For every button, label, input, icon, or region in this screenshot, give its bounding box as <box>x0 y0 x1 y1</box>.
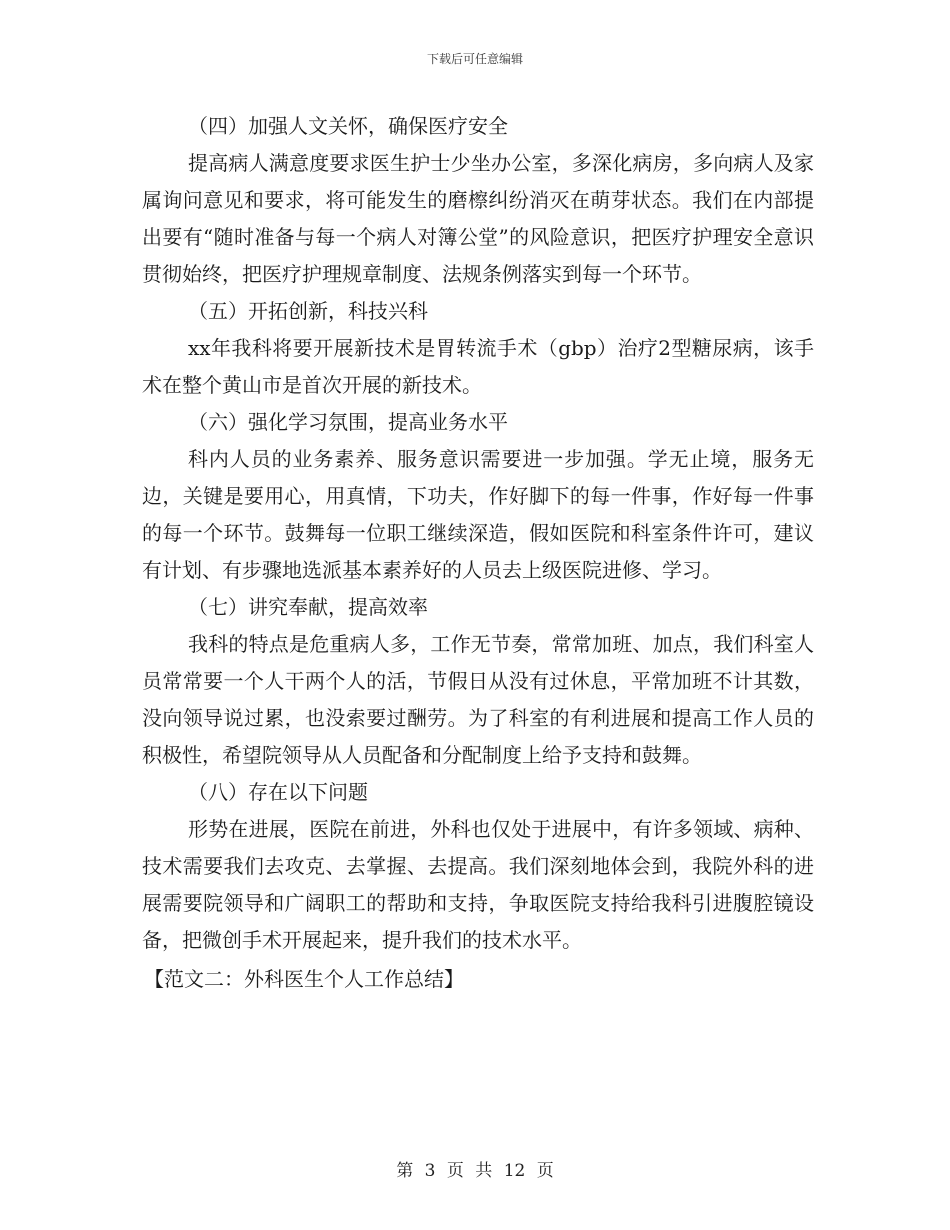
section-heading-8: （八）存在以下问题 <box>188 780 368 804</box>
page-header: 下载后可任意编辑 <box>426 52 523 66</box>
section-body-8: 形势在进展，医院在前进，外科也仅处于进展中，有许多领域、病种、技术需要我们去攻克、去掌握、去提高。我们深刻地体会到，我院外科的进展需要院领导和广阔职工的帮助和支持，争取医院支持给我科引进腹腔镜设备，把微创手术开展起来，提升我们的技术水平。 <box>142 817 814 952</box>
section-body-7: 我科的特点是危重病人多，工作无节奏，常常加班、加点，我们科室人员常常要一个人干两个人的活，节假日从没有过休息，平常加班不计其数，没向领导说过累，也没索要过酬劳。为了科室的有利进展和提高工作人员的积极性，希望院领导从人员配备和分配制度上给予支持和鼓舞。 <box>142 632 814 767</box>
section-heading-5: （五）开拓创新，科技兴科 <box>188 299 428 323</box>
section-body-4: 提高病人满意度要求医生护士少坐办公室，多深化病房，多向病人及家属询问意见和要求，将可能发生的磨檫纠纷消灭在萌芽状态。我们在内部提出要有“随时准备与每一个病人对簿公堂”的风险意识，把医疗护理安全意识贯彻始终，把医疗护理规章制度、法规条例落实到每一个环节。 <box>142 151 814 286</box>
closing-section-title: 【范文二：外科医生个人工作总结】 <box>144 967 464 991</box>
page-footer: 第 3 页 共 12 页 <box>396 1161 554 1181</box>
section-body-6: 科内人员的业务素养、服务意识需要进一步加强。学无止境，服务无边，关键是要用心，用真情，下功夫，作好脚下的每一件事，作好每一件事的每一个环节。鼓舞每一位职工继续深造，假如医院和科室条件许可，建议有计划、有步骤地选派基本素养好的人员去上级医院进修、学习。 <box>142 447 814 582</box>
document-body <box>142 108 814 999</box>
section-heading-7: （七）讲究奉献，提高效率 <box>188 595 428 619</box>
section-heading-6: （六）强化学习氛围，提高业务水平 <box>188 410 508 434</box>
section-heading-4: （四）加强人文关怀，确保医疗安全 <box>188 114 508 138</box>
section-body-5: xx年我科将要开展新技术是胃转流手术（gbp）治疗2型糖尿病，该手术在整个黄山市是首次开展的新技术。 <box>142 336 814 397</box>
